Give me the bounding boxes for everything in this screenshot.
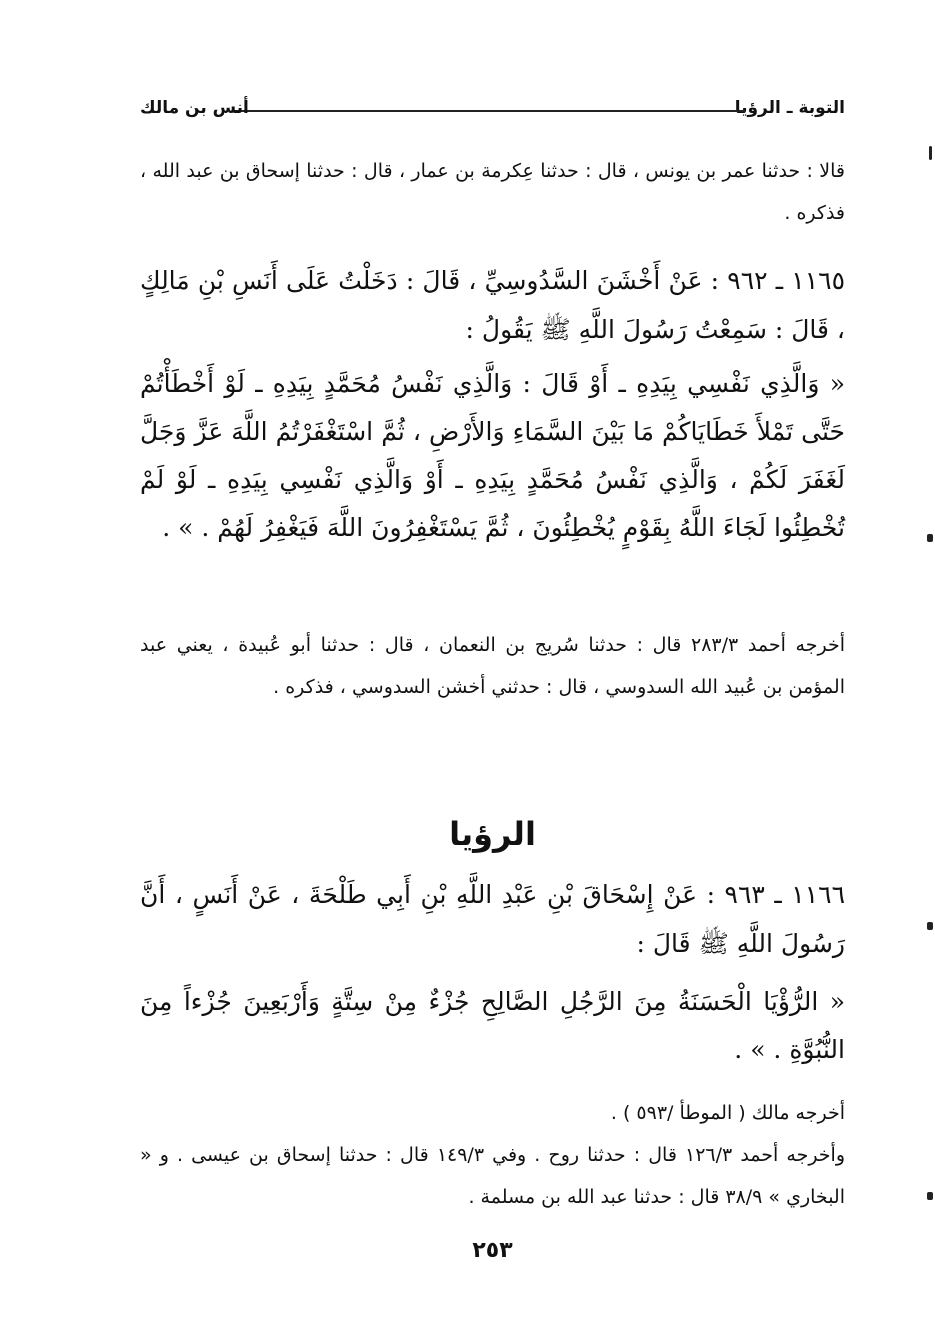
hadith-1166-takhrij-1: أخرجه مالك ( الموطأ /٥٩٣ ) . <box>610 1102 845 1124</box>
running-head-section: أنس بن مالك <box>140 98 249 118</box>
scan-edge-mark <box>927 922 933 930</box>
intro-note: قالا : حدثنا عمر بن يونس ، قال : حدثنا عِكرمة بن عمار ، قال : حدثنا إسحاق بن عبد الله ، فذكره . <box>140 160 845 224</box>
scan-edge-mark <box>929 146 932 160</box>
hadith-1165-isnad: ١١٦٥ ـ ٩٦٢ : عَنْ أَخْشَنَ السَّدُوسِيِّ ، قَالَ : دَخَلْتُ عَلَى أَنَسِ بْنِ مَالِكٍ ، قَالَ : سَمِعْتُ رَسُولَ اللَّهِ ﷺ يَقُولُ : <box>140 266 846 344</box>
page-number: ٢٥٣ <box>472 1238 513 1263</box>
hadith-1165-takhrij: أخرجه أحمد ٢٨٣/٣ قال : حدثنا سُريج بن النعمان ، قال : حدثنا أبو عُبيدة ، يعني عبد المؤمن بن عُبيد الله السدوسي ، قال : حدثني أخشن السدوسي ، فذكره . <box>140 634 845 698</box>
running-head-chapter: التوبة ـ الرؤيا <box>734 98 845 118</box>
running-head-rule <box>232 110 745 112</box>
hadith-1165-matn: « وَالَّذِي نَفْسِي بِيَدِهِ ـ أَوْ قَالَ : وَالَّذِي نَفْسُ مُحَمَّدٍ بِيَدِهِ ـ لَوْ أَخْطَأْتُمْ حَتَّى تَمْلأَ خَطَايَاكُمْ مَا بَيْنَ السَّمَاءِ وَالأَرْضِ ، ثُمَّ اسْتَغْفَرْتُمُ اللَّهَ عَزَّ وَجَلَّ لَغَفَرَ لَكُمْ ، وَالَّذِي نَفْسُ مُحَمَّدٍ بِيَدِهِ ـ أَوْ وَالَّذِي نَفْسِي بِيَدِهِ ـ لَوْ لَمْ تُخْطِئُوا لَجَاءَ اللَّهُ بِقَوْمٍ يُخْطِئُونَ ، ثُمَّ يَسْتَغْفِرُونَ اللَّهَ فَيَغْفِرُ لَهُمْ . » . <box>140 369 845 542</box>
running-head <box>140 96 845 126</box>
scan-edge-mark <box>927 1192 933 1200</box>
hadith-1166-matn: « الرُّؤْيَا الْحَسَنَةُ مِنَ الرَّجُلِ الصَّالِحِ جُزْءٌ مِنْ سِتَّةٍ وَأَرْبَعِينَ جُزْءاً مِنَ النُّبُوَّةِ . » . <box>140 987 845 1064</box>
hadith-1166-isnad: ١١٦٦ ـ ٩٦٣ : عَنْ إِسْحَاقَ بْنِ عَبْدِ اللَّهِ بْنِ أَبِي طَلْحَةَ ، عَنْ أَنَسٍ ، أَنَّ رَسُولَ اللَّهِ ﷺ قَالَ : <box>140 880 845 958</box>
hadith-1166-takhrij-2: وأخرجه أحمد ١٢٦/٣ قال : حدثنا روح . وفي ١٤٩/٣ قال : حدثنا إسحاق بن عيسى . و « البخاري » ٣٨/٩ قال : حدثنا عبد الله بن مسلمة . <box>140 1144 845 1208</box>
chapter-title: الرؤيا <box>449 815 536 853</box>
scan-edge-mark <box>927 534 933 542</box>
